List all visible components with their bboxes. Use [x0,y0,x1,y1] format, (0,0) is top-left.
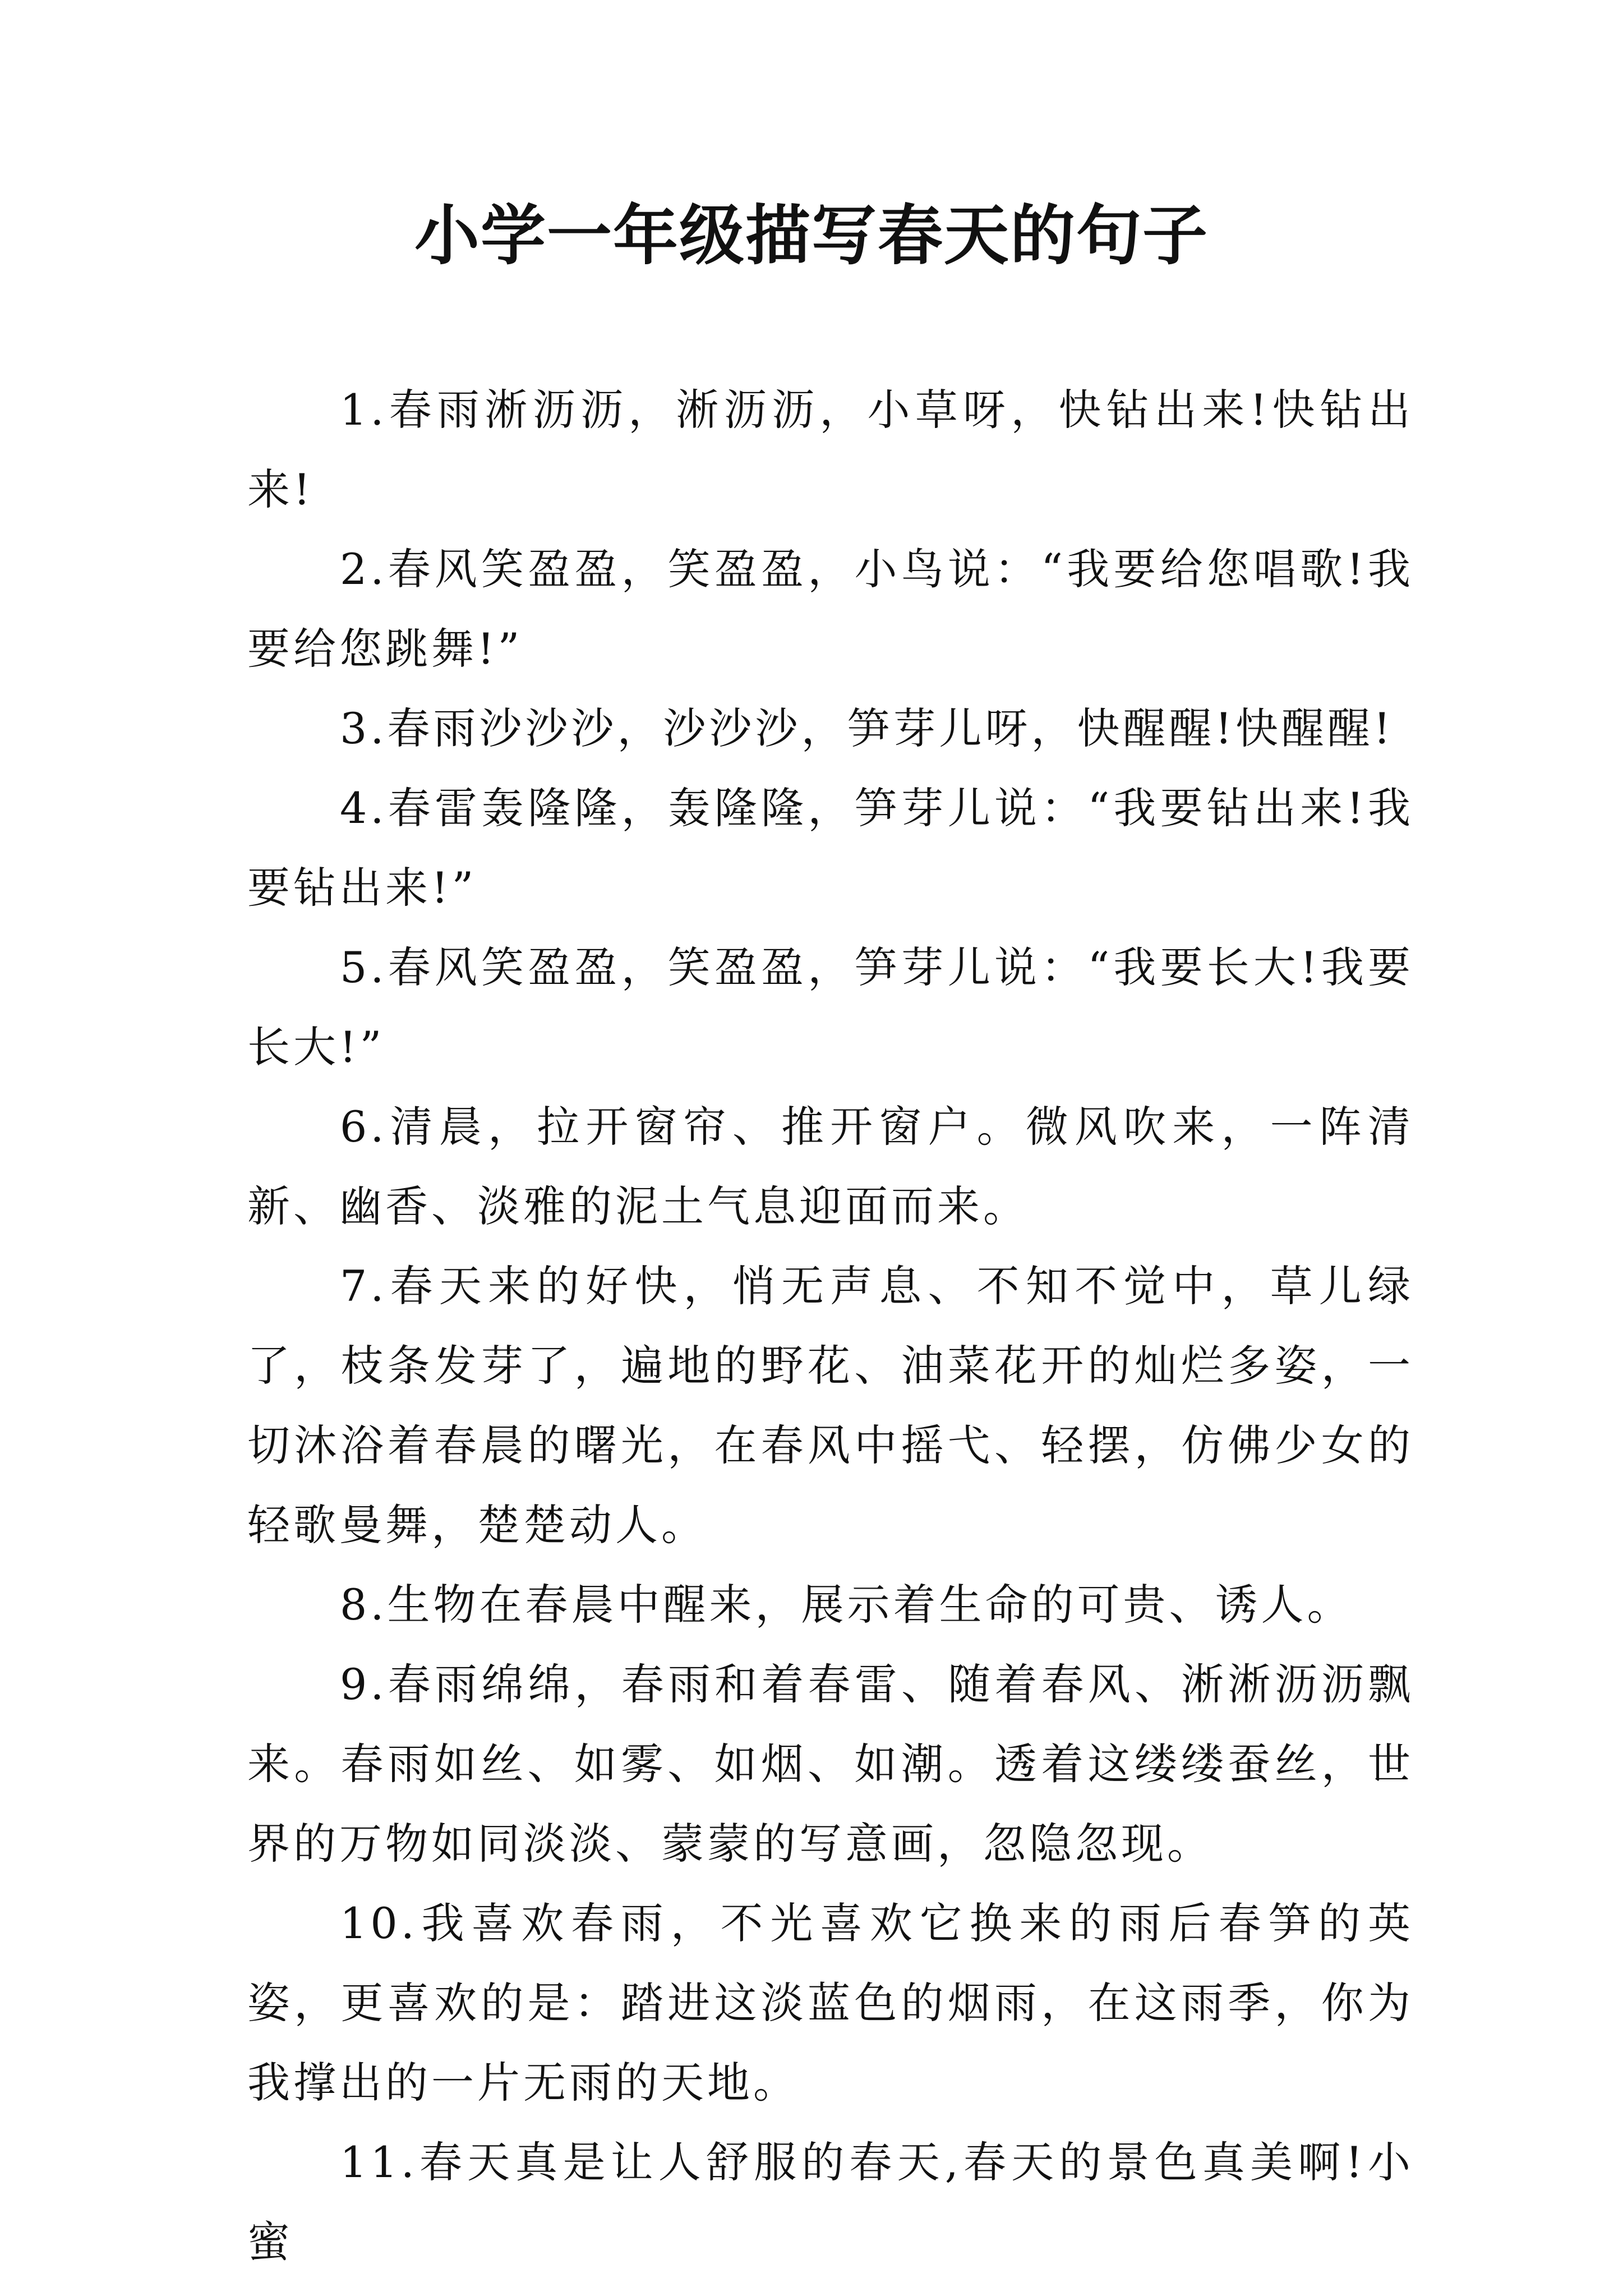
paragraph-10: 10.我喜欢春雨，不光喜欢它换来的雨后春笋的英姿，更喜欢的是：踏进这淡蓝色的烟雨，在这雨季，你为我撑出的一片无雨的天地。 [247,1898,1414,2108]
paragraph-7: 7.春天来的好快，悄无声息、不知不觉中，草儿绿了，枝条发芽了，遍地的野花、油菜花开的灿烂多姿，一切沐浴着春晨的曙光，在春风中摇弋、轻摆，仿佛少女的轻歌曼舞，楚楚动人。 [247,1261,1414,1550]
page-title: 小学一年级描写春天的句子 [414,197,1209,274]
paragraph-4: 4.春雷轰隆隆，轰隆隆，笋芽儿说：“我要钻出来!我要钻出来!” [247,783,1414,913]
paragraph-8: 8.生物在春晨中醒来，展示着生命的可贵、诱人。 [340,1580,1353,1630]
paragraph-3: 3.春雨沙沙沙，沙沙沙，笋芽儿呀，快醒醒!快醒醒! [340,703,1394,753]
document-body [247,370,1414,2282]
paragraph-11: 11.春天真是让人舒服的春天,春天的景色真美啊!小蜜 [247,2137,1414,2267]
paragraph-1: 1.春雨淅沥沥，淅沥沥，小草呀，快钻出来!快钻出来! [247,385,1414,514]
paragraph-6: 6.清晨，拉开窗帘、推开窗户。微风吹来，一阵清新、幽香、淡雅的泥土气息迎面而来。 [247,1102,1414,1231]
paragraph-9: 9.春雨绵绵，春雨和着春雷、随着春风、淅淅沥沥飘来。春雨如丝、如雾、如烟、如潮。透着这缕缕蚕丝，世界的万物如同淡淡、蒙蒙的写意画，忽隐忽现。 [247,1659,1414,1869]
paragraph-2: 2.春风笑盈盈，笑盈盈，小鸟说：“我要给您唱歌!我要给您跳舞!” [247,544,1414,674]
paragraph-5: 5.春风笑盈盈，笑盈盈，笋芽儿说：“我要长大!我要长大!” [247,942,1414,1072]
